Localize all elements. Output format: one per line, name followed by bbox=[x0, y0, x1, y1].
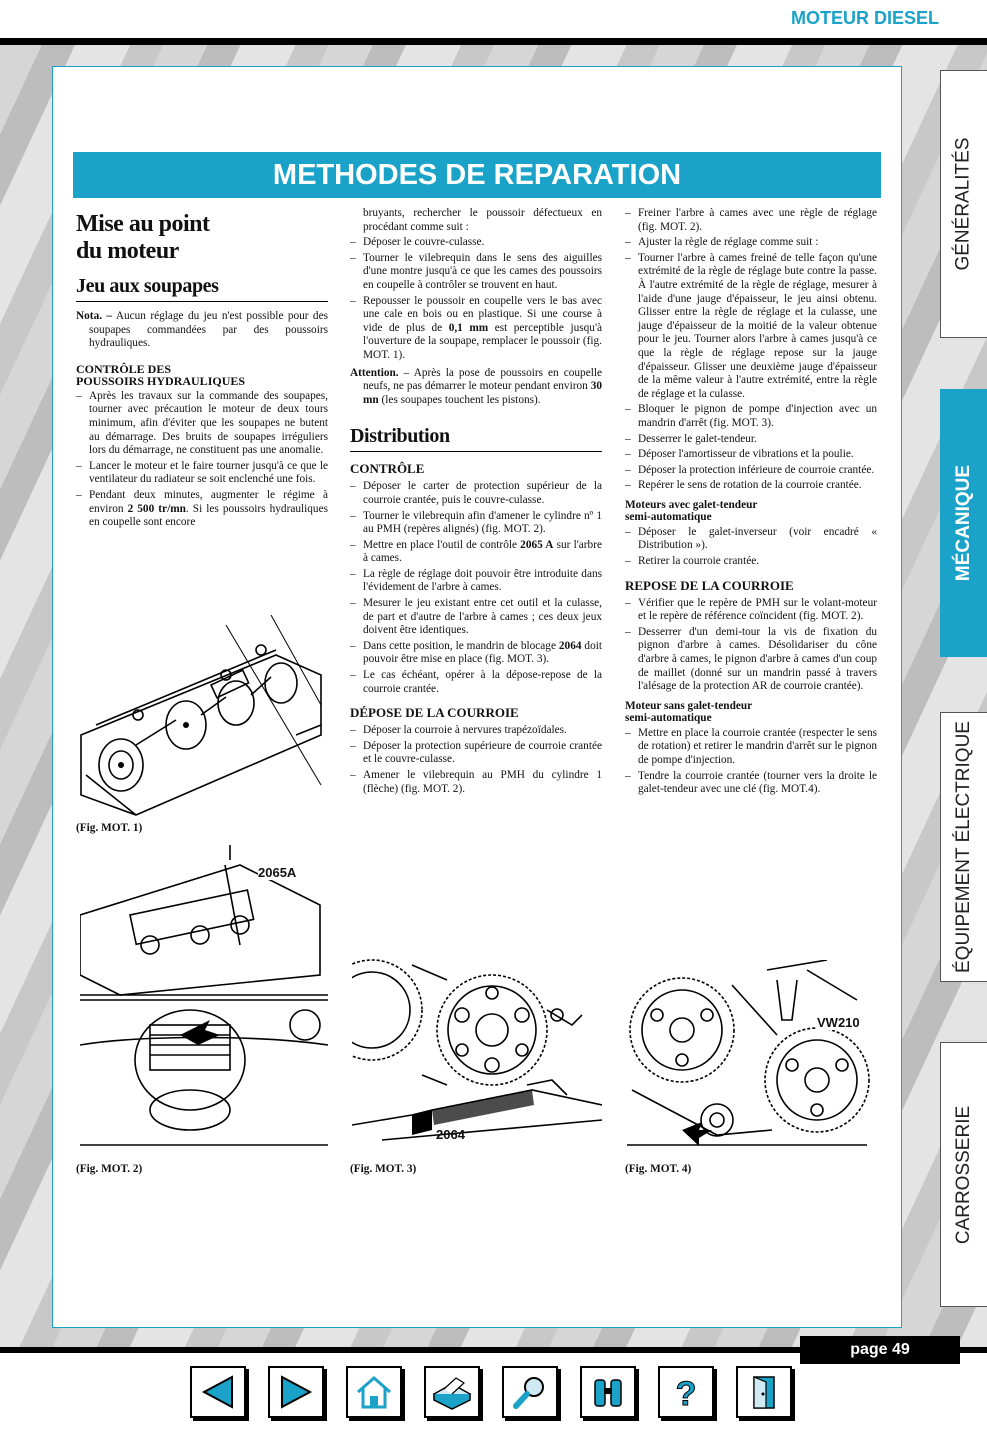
instruction-list bbox=[625, 526, 877, 569]
subheading: DÉPOSE DE LA COURROIE bbox=[350, 705, 519, 721]
list-item: – Déposer le galet-inverseur (voir encadré « Distribution »). bbox=[625, 526, 877, 553]
list-item: – Tourner l'arbre à cames freiné de telle façon qu'une extrémité de la règle de réglage bute contre la passe. À l'autre extrémité de la règle de réglage, mesurer à l'aide d'une jauge d'épaisseur, le jeu ainsi obtenu. Glisser entre la règle de réglage et la culasse, une jauge d'épaisseur de la moitié de la valeur obtenue pour le jeu. Tourner alors l'arbre à cames jusqu'à ce que la règle de réglage repose sur la jauge d'épaisseur. Glisser une deuxième jauge d'épaisseur de la même valeur à l'autre extrémité, entre la règle de réglage et la culasse. bbox=[625, 252, 877, 402]
list-item: – La règle de réglage doit pouvoir être introduite dans l'évidement de l'arbre à cames. bbox=[350, 568, 602, 595]
subheading: CONTRÔLE bbox=[350, 461, 425, 477]
previous-button[interactable] bbox=[190, 1366, 246, 1418]
article-title: Mise au point du moteur bbox=[76, 211, 210, 264]
timing-belt-illustration bbox=[352, 955, 602, 1155]
list-item: – Lancer le moteur et le faire tourner jusqu'à ce que le ventilateur du radiateur se soit enclenché une fois. bbox=[76, 460, 328, 487]
tab-mecanique[interactable]: MÉCANIQUE bbox=[940, 389, 987, 657]
tool-label: 2065A bbox=[258, 865, 297, 880]
tab-equipement-electrique[interactable]: ÉQUIPEMENT ÉLECTRIQUE bbox=[940, 712, 987, 982]
list-item: – Dans cette position, le mandrin de blocage 2064 doit pouvoir être mise en place (fig. MOT. 3). bbox=[350, 640, 602, 667]
list-item: – Déposer l'amortisseur de vibrations et la poulie. bbox=[625, 448, 877, 462]
list-item: – Desserrer le galet-tendeur. bbox=[625, 433, 877, 447]
list-item: – Tendre la courroie crantée (tourner vers la droite le galet-tendeur avec une clé (fig. MOT.4). bbox=[625, 770, 877, 797]
instruction-list bbox=[625, 597, 877, 694]
binoculars-icon bbox=[588, 1374, 628, 1410]
list-item: – Tourner le vilebrequin afin d'amener le cylindre nº 1 au PMH (repères alignés) (fig. MOT. 2). bbox=[350, 510, 602, 537]
binoculars-button[interactable] bbox=[580, 1366, 636, 1418]
list-item: – Ajuster la règle de réglage comme suit : bbox=[625, 236, 877, 250]
list-item: – Vérifier que le repère de PMH sur le volant-moteur et le repère de référence coïncident (fig. MOT. 2). bbox=[625, 597, 877, 624]
header-title: MOTEUR DIESEL bbox=[790, 8, 939, 28]
camshaft-tool-illustration bbox=[80, 845, 328, 1155]
subheading: Moteurs avec galet-tendeur semi-automatique bbox=[625, 498, 758, 524]
help-button[interactable] bbox=[658, 1366, 714, 1418]
instruction-list bbox=[625, 727, 877, 797]
list-item: – Déposer le carter de protection supérieur de la courroie crantée, puis le couvre-culasse. bbox=[350, 480, 602, 507]
list-item: – Déposer la protection supérieure de courroie crantée et le couvre-culasse. bbox=[350, 740, 602, 767]
figure-caption: (Fig. MOT. 3) bbox=[350, 1163, 417, 1175]
instruction-list bbox=[350, 480, 602, 696]
subheading: REPOSE DE LA COURROIE bbox=[625, 577, 794, 593]
arrow-left-icon bbox=[198, 1374, 238, 1410]
instruction-list bbox=[76, 390, 328, 530]
list-item: – Mesurer le jeu existant entre cet outil et la culasse, de part et d'autre de l'arbre à cames ; ces deux jeux doivent être identiques. bbox=[350, 597, 602, 638]
section-banner: METHODES DE REPARATION bbox=[73, 152, 881, 198]
continued-text: bruyants, rechercher le poussoir défectueux en procédant comme suit : bbox=[363, 207, 602, 233]
navigation-bar bbox=[190, 1366, 796, 1420]
list-item: – Pendant deux minutes, augmenter le régime à environ 2 500 tr/mn. Si les poussoirs hydrauliques en coupelle sont encore bbox=[76, 489, 328, 530]
list-item: – Déposer la protection inférieure de courroie crantée. bbox=[625, 464, 877, 478]
top-rule bbox=[0, 38, 987, 45]
tool-label: VW210 bbox=[817, 1015, 860, 1030]
column-2 bbox=[350, 207, 602, 798]
list-item: – Desserrer d'un demi-tour la vis de fixation du pignon d'arbre à cames. Désolidariser du cône d'arbre à cames, le pignon d'arbre à cames d'un coup de maillet (donné sur un mandrin passé à travers l'alésage de la protection AR de courroie crantée). bbox=[625, 626, 877, 694]
list-item: – Repérer le sens de rotation de la courroie crantée. bbox=[625, 479, 877, 493]
list-item: – Bloquer le pignon de pompe d'injection avec un mandrin d'arrêt (fig. MOT. 3). bbox=[625, 403, 877, 430]
subheading: Moteur sans galet-tendeur semi-automatique bbox=[625, 699, 753, 725]
list-item: – Mettre en place la courroie crantée (respecter le sens de rotation) et retirer le mandrin d'arrêt sur le pignon de pompe d'injection. bbox=[625, 727, 877, 768]
list-item: – Le cas échéant, opérer à la dépose-repose de la courroie crantée. bbox=[350, 669, 602, 696]
home-button[interactable] bbox=[346, 1366, 402, 1418]
attention-paragraph: Attention. – Après la pose de poussoirs en coupelle neufs, ne pas démarrer le moteur pendant environ 30 mn (les soupapes touchent les pistons). bbox=[350, 366, 602, 406]
list-item: – Freiner l'arbre à cames avec une règle de réglage (fig. MOT. 2). bbox=[625, 207, 877, 234]
print-button[interactable] bbox=[424, 1366, 480, 1418]
figure-mot-3 bbox=[352, 955, 602, 1155]
help-icon bbox=[666, 1374, 706, 1410]
arrow-right-icon bbox=[276, 1374, 316, 1410]
tab-carrosserie[interactable]: CARROSSERIE bbox=[940, 1042, 987, 1307]
list-item: – Amener le vilebrequin au PMH du cylindre 1 (flèche) (fig. MOT. 2). bbox=[350, 769, 602, 796]
section-heading: Distribution bbox=[350, 425, 602, 452]
camshaft-illustration bbox=[76, 615, 326, 820]
list-item: – Retirer la courroie crantée. bbox=[625, 555, 877, 569]
list-item: – Déposer la courroie à nervures trapézoïdales. bbox=[350, 724, 602, 738]
page-number: page 49 bbox=[800, 1336, 960, 1364]
figure-mot-1 bbox=[76, 615, 326, 820]
exit-button[interactable] bbox=[736, 1366, 792, 1418]
home-icon bbox=[354, 1374, 394, 1410]
list-item: – Tourner le vilebrequin dans le sens des aiguilles d'une montre jusqu'à ce que les cames des poussoirs en coupelle à contrôler se trouvent en haut. bbox=[350, 252, 602, 293]
figure-mot-2 bbox=[80, 845, 328, 1155]
tab-generalites[interactable]: GÉNÉRALITÉS bbox=[940, 70, 987, 338]
list-item: – Mettre en place l'outil de contrôle 2065 A sur l'arbre à cames. bbox=[350, 539, 602, 566]
next-button[interactable] bbox=[268, 1366, 324, 1418]
svg-text:?: ? bbox=[675, 1375, 697, 1410]
belt-tensioner-illustration bbox=[627, 960, 877, 1155]
figure-caption: (Fig. MOT. 1) bbox=[76, 822, 143, 834]
search-button[interactable] bbox=[502, 1366, 558, 1418]
section-heading: Jeu aux soupapes bbox=[76, 275, 328, 302]
nota-paragraph: Nota. – Aucun réglage du jeu n'est possible pour des soupapes commandées par des poussoirs hydrauliques. bbox=[76, 310, 328, 350]
figure-caption: (Fig. MOT. 4) bbox=[625, 1163, 692, 1175]
instruction-list bbox=[625, 207, 877, 493]
print-icon bbox=[430, 1374, 474, 1410]
instruction-list bbox=[350, 236, 602, 362]
column-1 bbox=[76, 207, 328, 532]
list-item: – Repousser le poussoir en coupelle vers le bas avec une cale en bois ou en plastique. Si une course à vide de plus de 0,1 mm est perceptible jusqu'à l'ouverture de la soupape, remplacer le poussoir (fig. MOT. 1). bbox=[350, 295, 602, 363]
search-icon bbox=[510, 1374, 550, 1410]
list-item: – Après les travaux sur la commande des soupapes, tourner avec précaution le moteur de deux tours minimum, afin d'éviter que les soupapes ne butent au démarrage. Des bruits de soupapes irréguliers lors du démarrage, ne constituent pas une anomalie. bbox=[76, 390, 328, 458]
figure-mot-4 bbox=[627, 960, 877, 1155]
instruction-list bbox=[350, 724, 602, 796]
figure-caption: (Fig. MOT. 2) bbox=[76, 1163, 143, 1175]
tool-label: 2064 bbox=[436, 1127, 465, 1142]
column-3 bbox=[625, 207, 877, 799]
list-item: – Déposer le couvre-culasse. bbox=[350, 236, 602, 250]
exit-icon bbox=[744, 1374, 784, 1410]
subheading: CONTRÔLE DES POUSSOIRS HYDRAULIQUES bbox=[76, 361, 246, 389]
